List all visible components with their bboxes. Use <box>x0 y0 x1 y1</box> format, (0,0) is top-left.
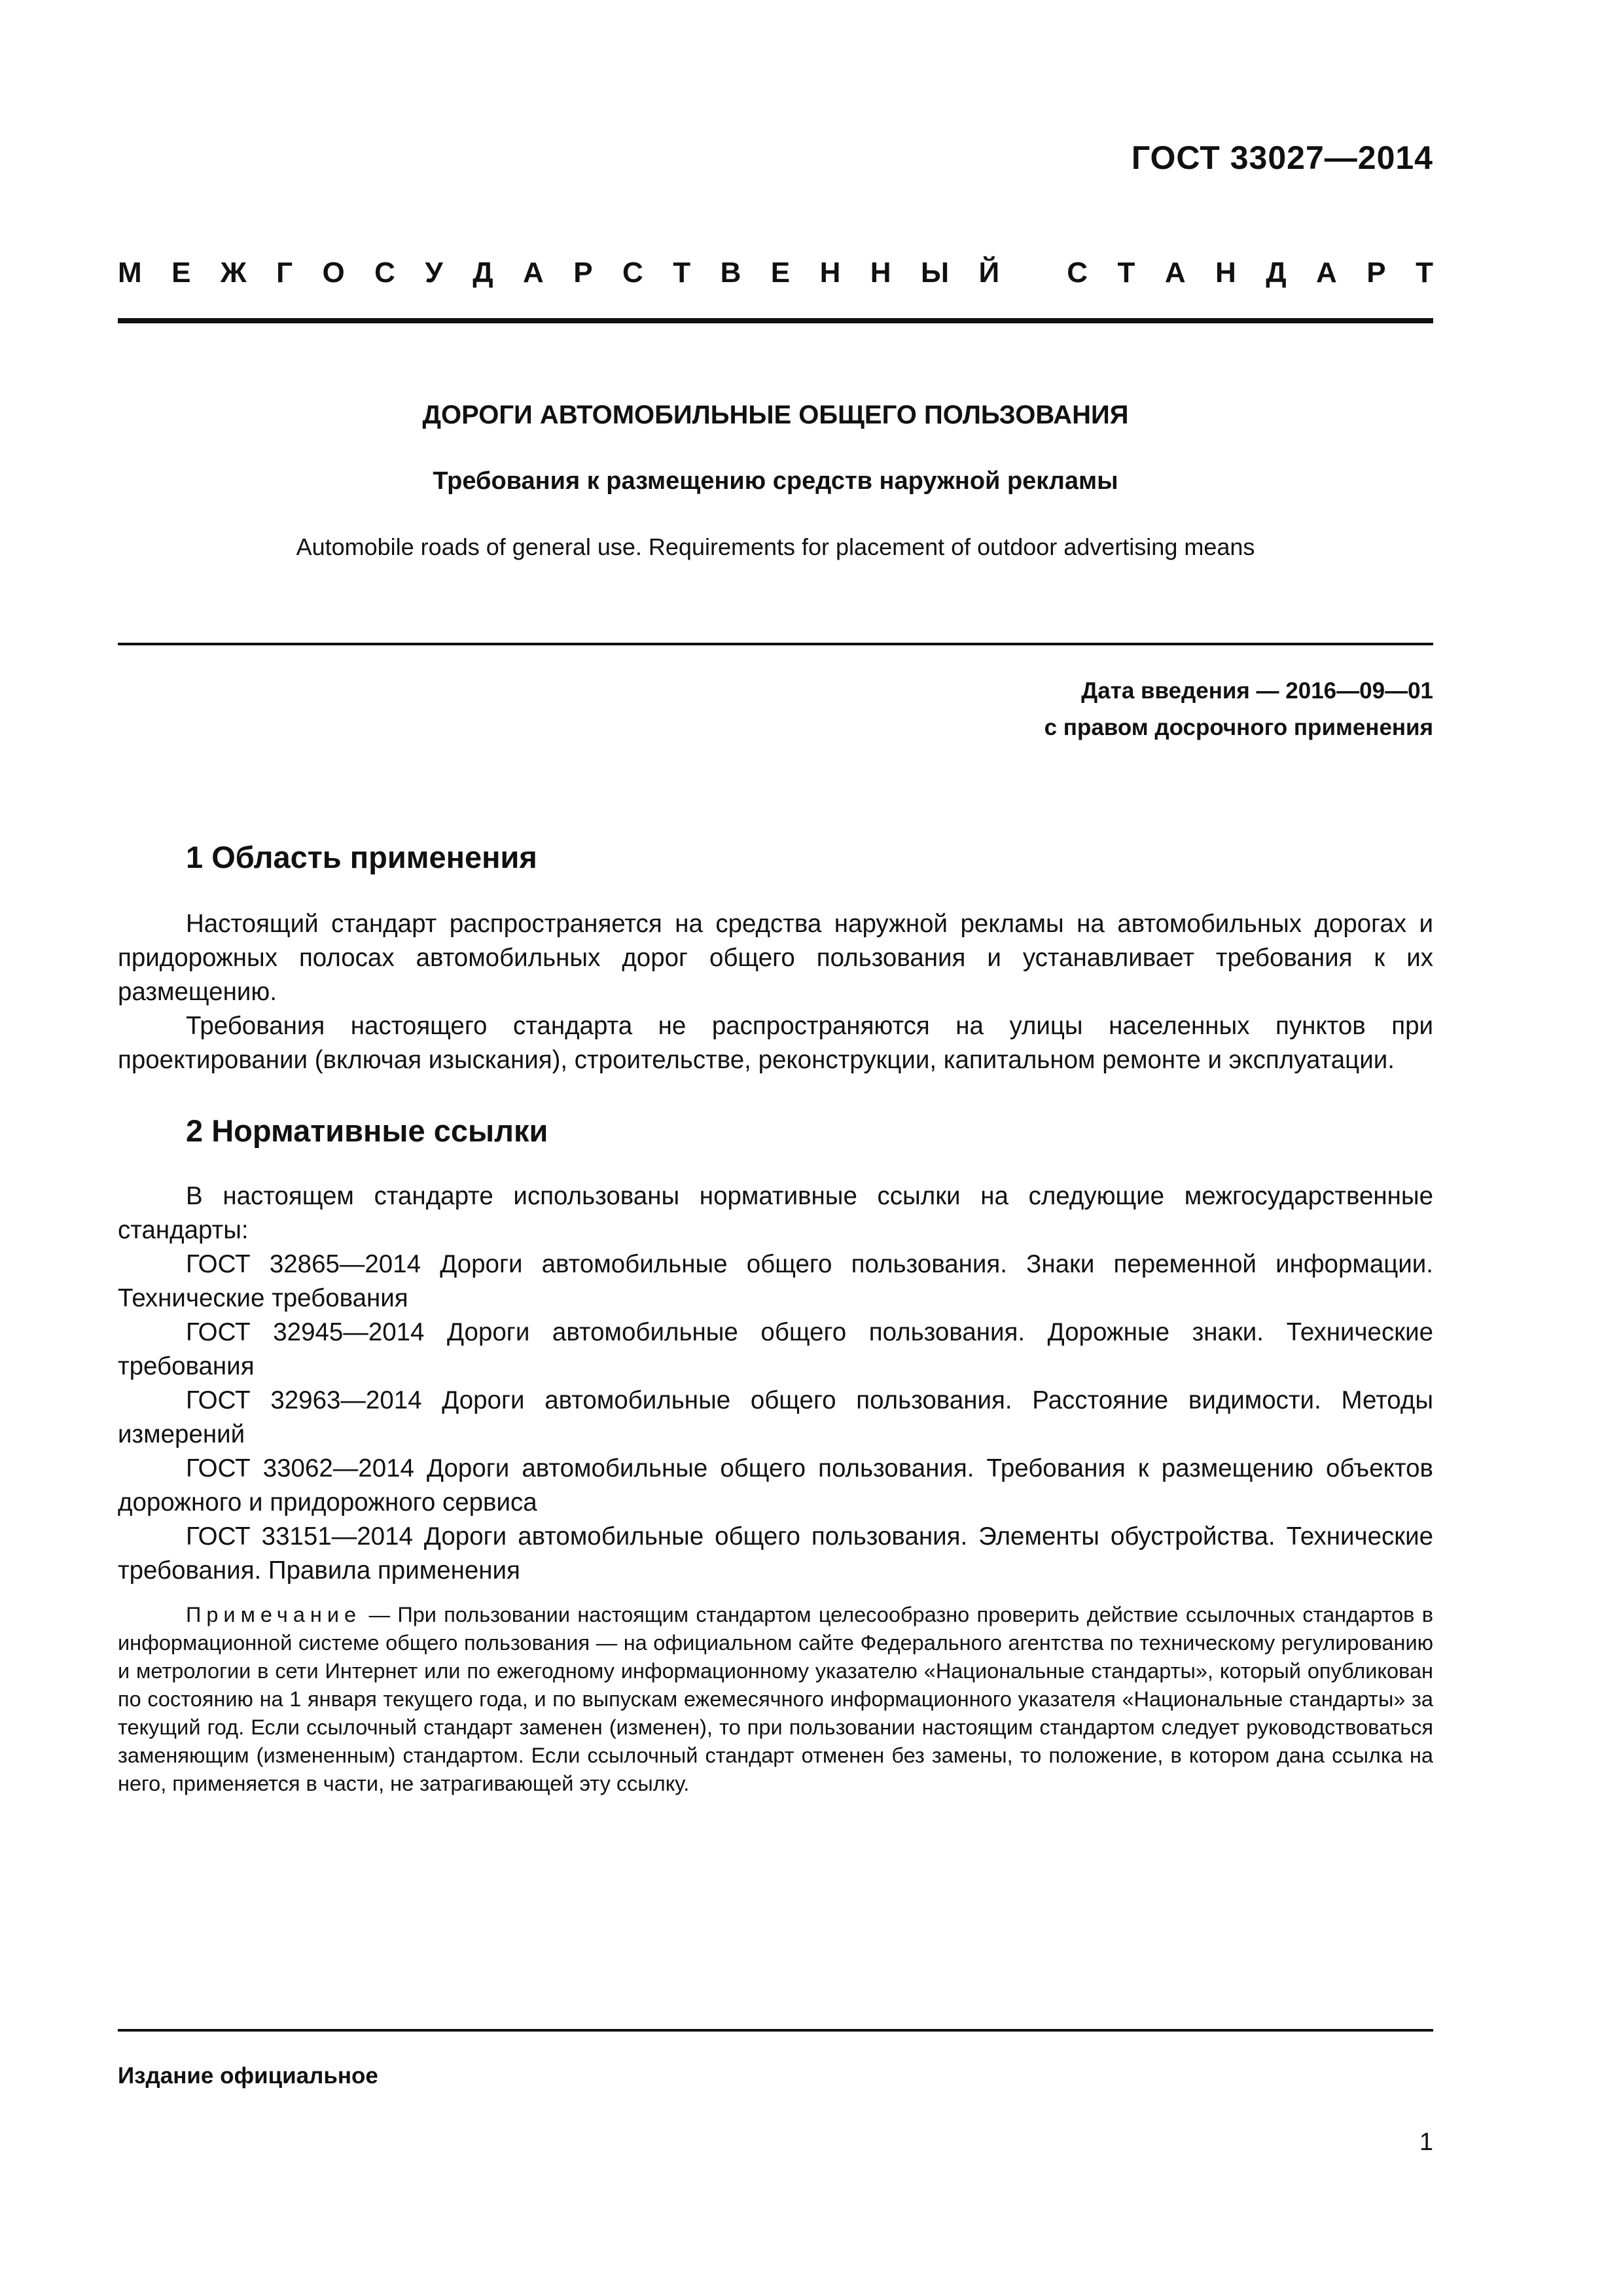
document-subtitle: Требования к размещению средств наружной рекламы <box>433 467 1118 495</box>
banner-letter: О <box>322 257 345 289</box>
early-application-line: с правом досрочного применения <box>1044 715 1433 740</box>
footer-divider <box>118 2029 1433 2032</box>
english-title: Automobile roads of general use. Requirements for placement of outdoor advertising means <box>296 533 1255 560</box>
banner-letter: Н <box>870 257 891 289</box>
banner-letter: А <box>1316 257 1337 289</box>
section-body-scope <box>118 907 1433 1077</box>
page-number: 1 <box>1419 2128 1433 2156</box>
banner-letter: Д <box>1266 257 1287 289</box>
banner-letter: Е <box>171 257 191 289</box>
banner-letter: С <box>1067 257 1088 289</box>
reference-item: ГОСТ 33151—2014 Дороги автомобильные общего пользования. Элементы обустройства. Технические требования. Правила применения <box>118 1522 1433 1585</box>
note-label: Примечание <box>186 1603 362 1626</box>
banner-letter: В <box>720 257 741 289</box>
banner-letter: У <box>425 257 443 289</box>
title-divider <box>118 643 1433 645</box>
banner-letter: Т <box>1117 257 1135 289</box>
section-heading-scope: 1 Область применения <box>186 840 537 874</box>
banner-letter: Н <box>819 257 841 289</box>
banner-letter: М <box>118 257 142 289</box>
paragraph: Настоящий стандарт распространяется на средства наружной рекламы на автомобильных дорогах и придорожных полосах автомобильных дорог общего пользования и устанавливает требования к их размещению. <box>118 910 1433 1006</box>
introduction-date <box>1044 673 1433 746</box>
note-text: — При пользовании настоящим стандартом целесообразно проверить действие ссылочных стандартов в информационной системе общего пользования — на официальном сайте Федерального агентства по техническому регулированию и метрологии в сети Интернет или по ежегодному информационному указателю «Национальные стандарты», который опубликован по состоянию на 1 января текущего года, и по выпускам ежемесячного информационного указателя «Национальные стандарты» за текущий год. Если ссылочный стандарт заменен (изменен), то при пользовании настоящим стандартом следует руководствоваться заменяющим (измененным) стандартом. Если ссылочный стандарт отменен без замены, то положение, в котором дана ссылка на него, применяется в части, не затрагивающей эту ссылку. <box>118 1603 1433 1795</box>
banner-letter: А <box>523 257 544 289</box>
banner-letter: Д <box>473 257 493 289</box>
paragraph: В настоящем стандарте использованы нормативные ссылки на следующие межгосударственные стандарты: <box>118 1182 1433 1244</box>
banner-letter: Ж <box>220 257 247 289</box>
introduction-date-line: Дата введения — 2016—09—01 <box>1081 678 1433 704</box>
banner-letter: Ы <box>921 257 950 289</box>
reference-item: ГОСТ 32963—2014 Дороги автомобильные общего пользования. Расстояние видимости. Методы измерений <box>118 1386 1433 1448</box>
section-heading-references: 2 Нормативные ссылки <box>186 1113 548 1148</box>
banner-letter: Н <box>1215 257 1236 289</box>
banner-gap <box>1029 257 1037 289</box>
note <box>118 1601 1433 1798</box>
banner-letter: Р <box>573 257 593 289</box>
banner-letter: С <box>374 257 395 289</box>
banner-letter: Й <box>978 257 1000 289</box>
header-divider <box>118 318 1433 323</box>
banner-letter: А <box>1164 257 1186 289</box>
document-title: ДОРОГИ АВТОМОБИЛЬНЫЕ ОБЩЕГО ПОЛЬЗОВАНИЯ <box>422 401 1129 429</box>
official-edition-label: Издание официальное <box>118 2063 378 2089</box>
banner-letter: Т <box>673 257 691 289</box>
section-body-references <box>118 1179 1433 1588</box>
banner-letter: Р <box>1366 257 1386 289</box>
reference-item: ГОСТ 33062—2014 Дороги автомобильные общего пользования. Требования к размещению объектов дорожного и придорожного сервиса <box>118 1454 1433 1516</box>
reference-item: ГОСТ 32945—2014 Дороги автомобильные общего пользования. Дорожные знаки. Технические требования <box>118 1318 1433 1380</box>
reference-item: ГОСТ 32865—2014 Дороги автомобильные общего пользования. Знаки переменной информации. Технические требования <box>118 1250 1433 1312</box>
banner-letter: Г <box>276 257 293 289</box>
standard-banner <box>118 257 1433 289</box>
paragraph: Требования настоящего стандарта не распространяются на улицы населенных пунктов при проектировании (включая изыскания), строительстве, реконструкции, капитальном ремонте и эксплуатации. <box>118 1012 1433 1074</box>
banner-letter: С <box>622 257 643 289</box>
gost-number: ГОСТ 33027—2014 <box>1131 139 1433 176</box>
banner-letter: Т <box>1416 257 1433 289</box>
banner-letter: Е <box>770 257 791 289</box>
